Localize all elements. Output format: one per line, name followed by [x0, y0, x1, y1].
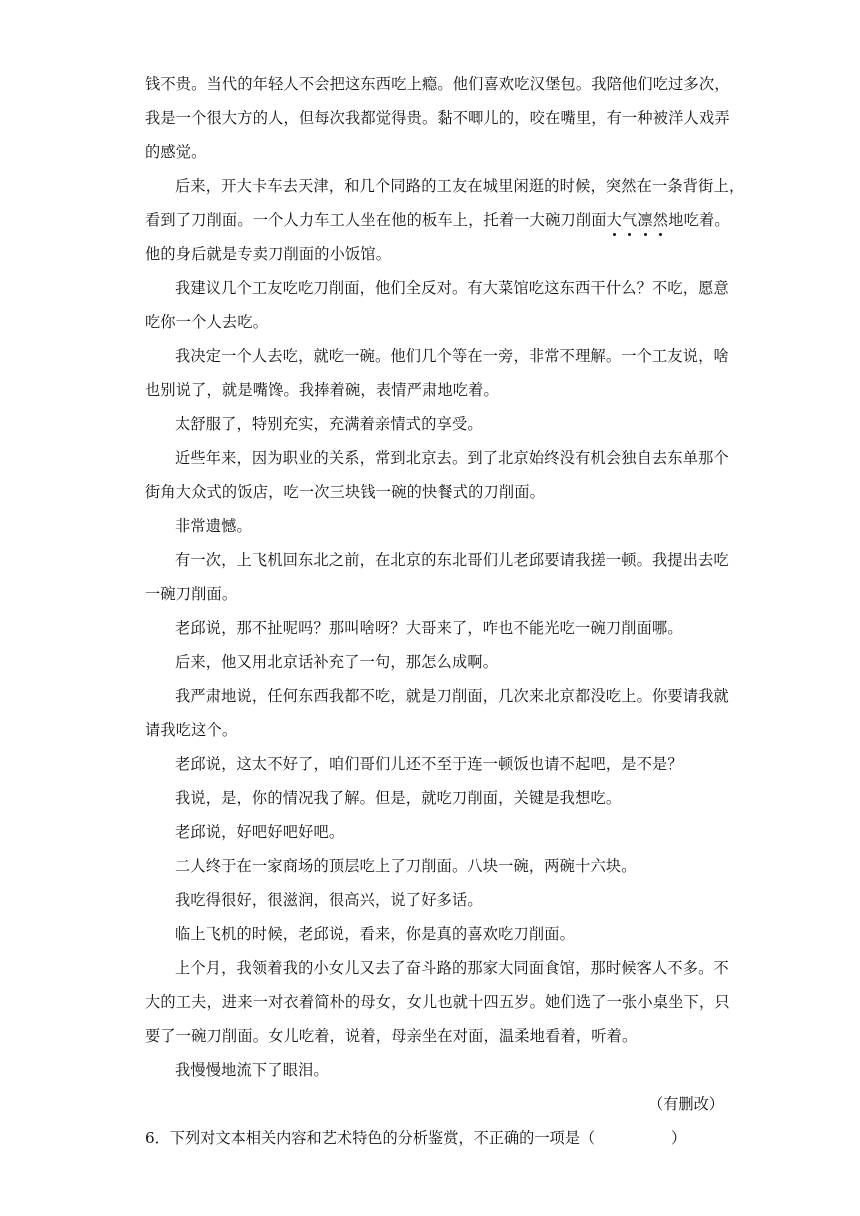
article-line-with-emphasis	[145, 210, 730, 230]
article-paragraph-start: 上个月，我领着我的小女儿又去了奋斗路的那家大同面食馆，那时候客人不多。不	[175, 959, 729, 977]
question-6: 6．下列对文本相关内容和艺术特色的分析鉴赏，不正确的一项是（ ）	[145, 1129, 687, 1147]
article-line: 要了一碗刀削面。女儿吃着，说着，母亲坐在对面，温柔地看着，听着。	[145, 1027, 638, 1045]
article-line: 一碗刀削面。	[145, 585, 238, 603]
article-line: 街角大众式的饭店，吃一次三块钱一碗的快餐式的刀削面。	[145, 483, 546, 501]
article-line: 吃你一个人去吃。	[145, 313, 269, 331]
article-paragraph: 后来，他又用北京话补充了一句，那怎么成啊。	[175, 653, 499, 671]
source-note: （有删改）	[648, 1095, 724, 1113]
article-line: 也别说了，就是嘴馋。我捧着碗，表情严肃地吃着。	[145, 381, 499, 399]
article-paragraph: 非常遗憾。	[175, 517, 252, 535]
article-paragraph: 我说，是，你的情况我了解。但是，就吃刀削面，关键是我想吃。	[175, 789, 622, 807]
article-text: 地吃着。	[668, 211, 730, 229]
article-paragraph: 太舒服了，特别充实，充满着亲情式的享受。	[175, 415, 483, 433]
article-text: 看到了刀削面。一个人力车工人坐在他的板车上，托着一大碗刀削面	[145, 211, 607, 229]
article-paragraph: 二人终于在一家商场的顶层吃上了刀削面。八块一碗，两碗十六块。	[175, 857, 637, 875]
article-line: 请我吃这个。	[145, 721, 238, 739]
article-paragraph-start: 我严肃地说，任何东西我都不吃，就是刀削面，几次来北京都没吃上。你要请我就	[175, 687, 729, 705]
article-paragraph-start: 我建议几个工友吃吃刀削面，他们全反对。有大菜馆吃这东西干什么？不吃，愿意	[175, 279, 729, 297]
article-paragraph-start: 后来，开大卡车去天津，和几个同路的工友在城里闲逛的时候，突然在一条背街上，	[175, 177, 745, 195]
article-line: 我是一个很大方的人，但每次我都觉得贵。黏不唧儿的，咬在嘴里，有一种被洋人戏弄	[145, 109, 730, 127]
emphasis-char: 大	[606, 211, 623, 229]
article-paragraph: 老邱说，这太不好了，咱们哥们儿还不至于连一顿饭也请不起吧，是不是？	[175, 755, 683, 773]
article-line: 钱不贵。当代的年轻人不会把这东西吃上瘾。他们喜欢吃汉堡包。我陪他们吃过多次，	[145, 75, 730, 93]
article-paragraph-start: 有一次，上飞机回东北之前，在北京的东北哥们儿老邱要请我搓一顿。我提出去吃	[175, 551, 729, 569]
emphasis-char: 气	[622, 211, 638, 229]
article-paragraph: 老邱说，那不扯呢吗？那叫啥呀？大哥来了，咋也不能光吃一碗刀削面哪。	[175, 619, 683, 637]
article-paragraph: 老邱说，好吧好吧好吧。	[175, 823, 345, 841]
article-paragraph: 我吃得很好，很滋润，很高兴，说了好多话。	[175, 891, 483, 909]
emphasis-char: 然	[652, 211, 669, 229]
emphasis-char: 凛	[637, 211, 653, 229]
article-paragraph-start: 近些年来，因为职业的关系，常到北京去。到了北京始终没有机会独自去东单那个	[175, 449, 729, 467]
article-paragraph: 临上飞机的时候，老邱说，看来，你是真的喜欢吃刀削面。	[175, 925, 576, 943]
article-line: 他的身后就是专卖刀削面的小饭馆。	[145, 245, 392, 263]
article-paragraph: 我慢慢地流下了眼泪。	[175, 1061, 329, 1079]
article-paragraph-start: 我决定一个人去吃，就吃一碗。他们几个等在一旁，非常不理解。一个工友说，啥	[175, 347, 729, 365]
article-line: 的感觉。	[145, 143, 207, 161]
article-line: 大的工夫，进来一对衣着简朴的母女，女儿也就十四五岁。她们选了一张小桌坐下，只	[145, 993, 730, 1011]
